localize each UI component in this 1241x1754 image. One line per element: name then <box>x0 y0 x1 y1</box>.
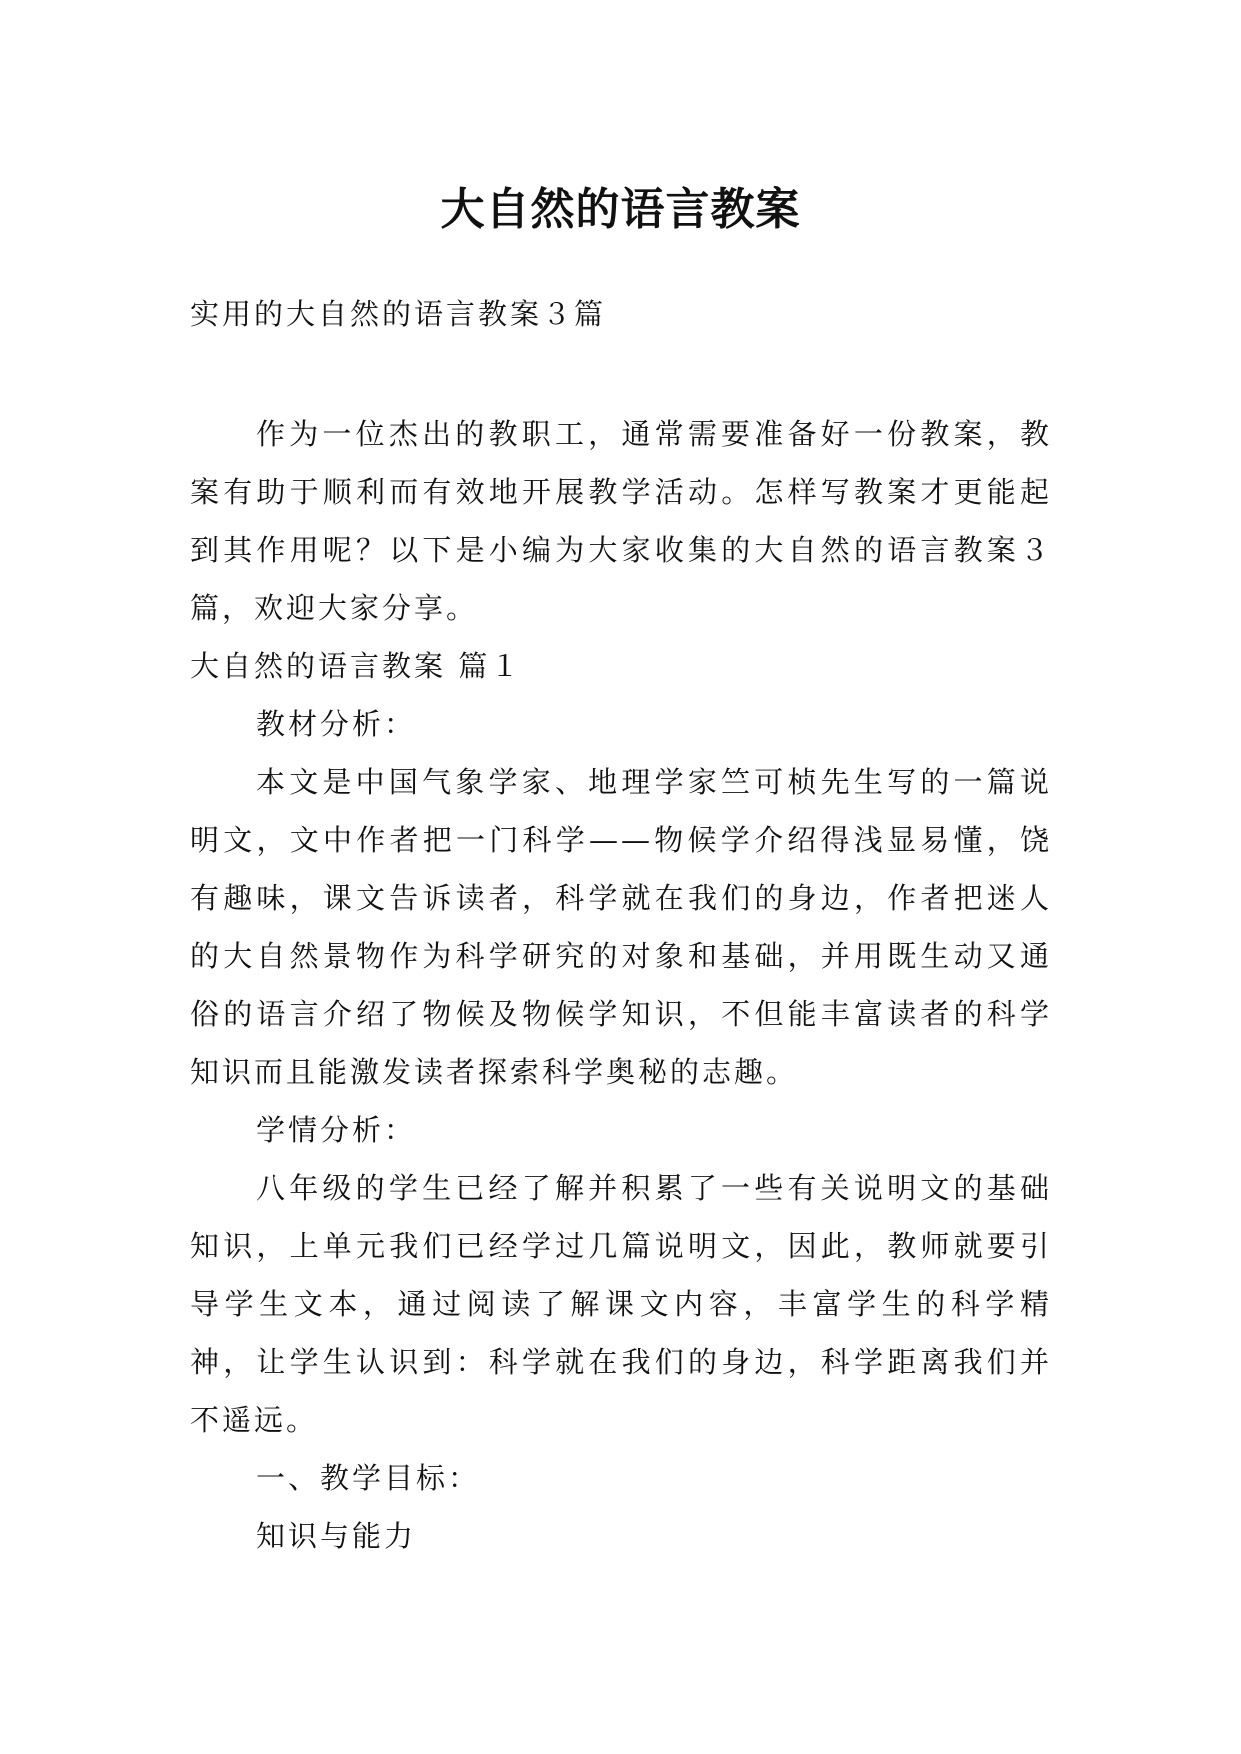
document-title: 大自然的语言教案 <box>440 184 801 236</box>
student-analysis-paragraph: 八年级的学生已经了解并积累了一些有关说明文的基础知识，上单元我们已经学过几篇说明文，因此，教师就要引导学生文本，通过阅读了解课文内容，丰富学生的科学精神，让学生认识到：科学就在我们的身边，科学距离我们并不遥远。 <box>190 1171 1052 1437</box>
subheading-textbook-analysis: 教材分析： <box>256 707 417 741</box>
subheading-student-analysis: 学情分析： <box>256 1113 417 1147</box>
section-heading-1: 大自然的语言教案 篇１ <box>190 649 523 683</box>
subheading-knowledge-ability: 知识与能力 <box>256 1519 417 1553</box>
intro-paragraph: 作为一位杰出的教职工，通常需要准备好一份教案，教案有助于顺利而有效地开展教学活动。怎样写教案才更能起到其作用呢？以下是小编为大家收集的大自然的语言教案３篇，欢迎大家分享。 <box>190 417 1052 625</box>
document-body <box>190 405 1052 1565</box>
textbook-analysis-paragraph: 本文是中国气象学家、地理学家竺可桢先生写的一篇说明文，文中作者把一门科学——物候学介绍得浅显易懂，饶有趣味，课文告诉读者，科学就在我们的身边，作者把迷人的大自然景物作为科学研究的对象和基础，并用既生动又通俗的语言介绍了物候及物候学知识，不但能丰富读者的科学知识而且能激发读者探索科学奥秘的志趣。 <box>190 765 1052 1089</box>
document-subtitle: 实用的大自然的语言教案３篇 <box>190 297 607 331</box>
subheading-teaching-goals: 一、教学目标： <box>256 1461 481 1495</box>
